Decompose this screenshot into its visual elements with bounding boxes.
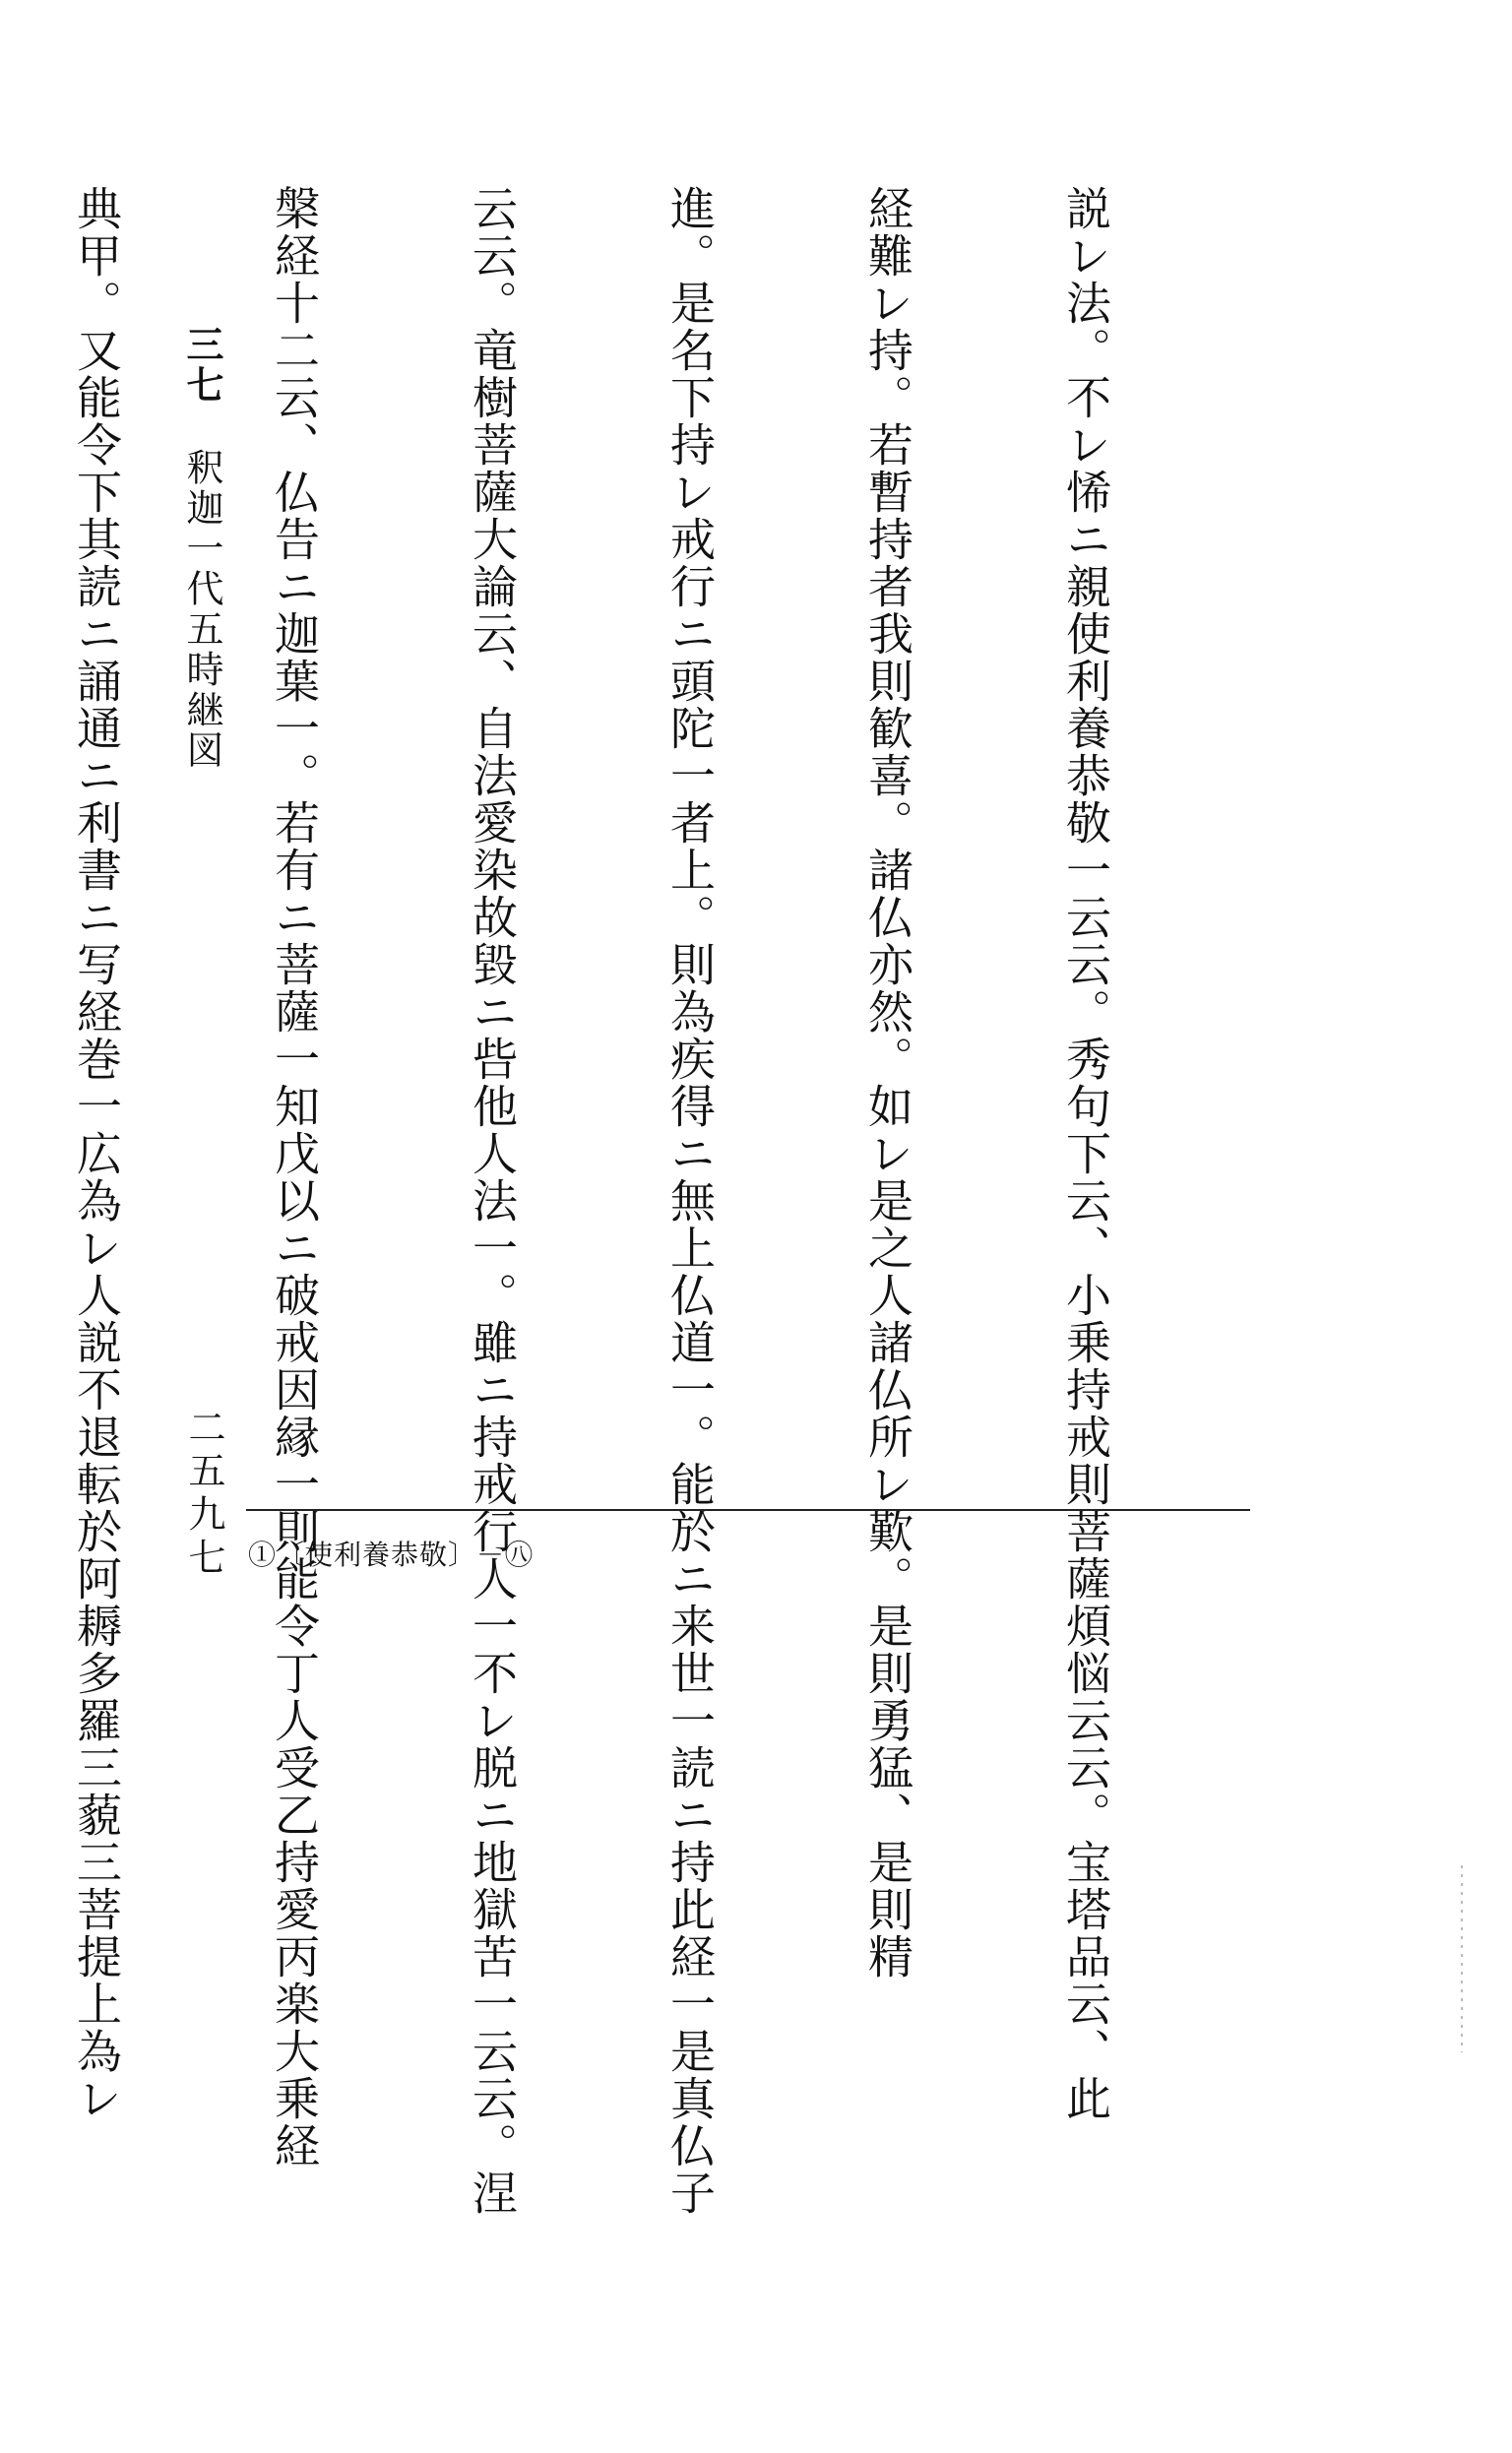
text-line: 進。是名下持レ戒行ニ頭陀一者上。則為疾得ニ無上仏道一。能於ニ来世一読ニ持此経一是真仏子 [663,185,717,2217]
text-line: 典甲。又能令下其読ニ誦通ニ利書ニ写経巻一広為レ人説不退転於阿耨多羅三藐三菩提上為レ [70,185,123,2122]
text-line: 説レ法。不レ悕ニ親使利養恭敬一云云。秀句下云、小乗持戒則菩薩煩悩云云。宝塔品云、此 [1059,185,1112,2122]
chapter-title: 釈迦一代五時継図 [180,448,223,772]
text-line: 槃経十二云、仏告ニ迦葉一。若有ニ菩薩一知戊以ニ破戒因縁一則能令丁人受乙持愛丙楽大乗経 [268,185,321,2170]
chapter-number: 三七 [180,325,224,406]
text-line: 経難レ持。若暫持者我則歓喜。諸仏亦然。如レ是之人諸仏所レ歎。是則勇猛、是則精 [861,185,914,1981]
page-number: 二五九七 [182,1408,225,1581]
text-line: 云云。竜樹菩薩大論云、自法愛染故毀ニ呰他人法一。雖ニ持戒行人一不レ脱ニ地獄苦一云云。涅 [466,185,519,2217]
footnote-divider [246,1509,1250,1511]
footnote: ①〔使利養恭敬〕－㊇ [248,1539,535,1571]
scan-edge-mark [1461,1865,1463,2052]
